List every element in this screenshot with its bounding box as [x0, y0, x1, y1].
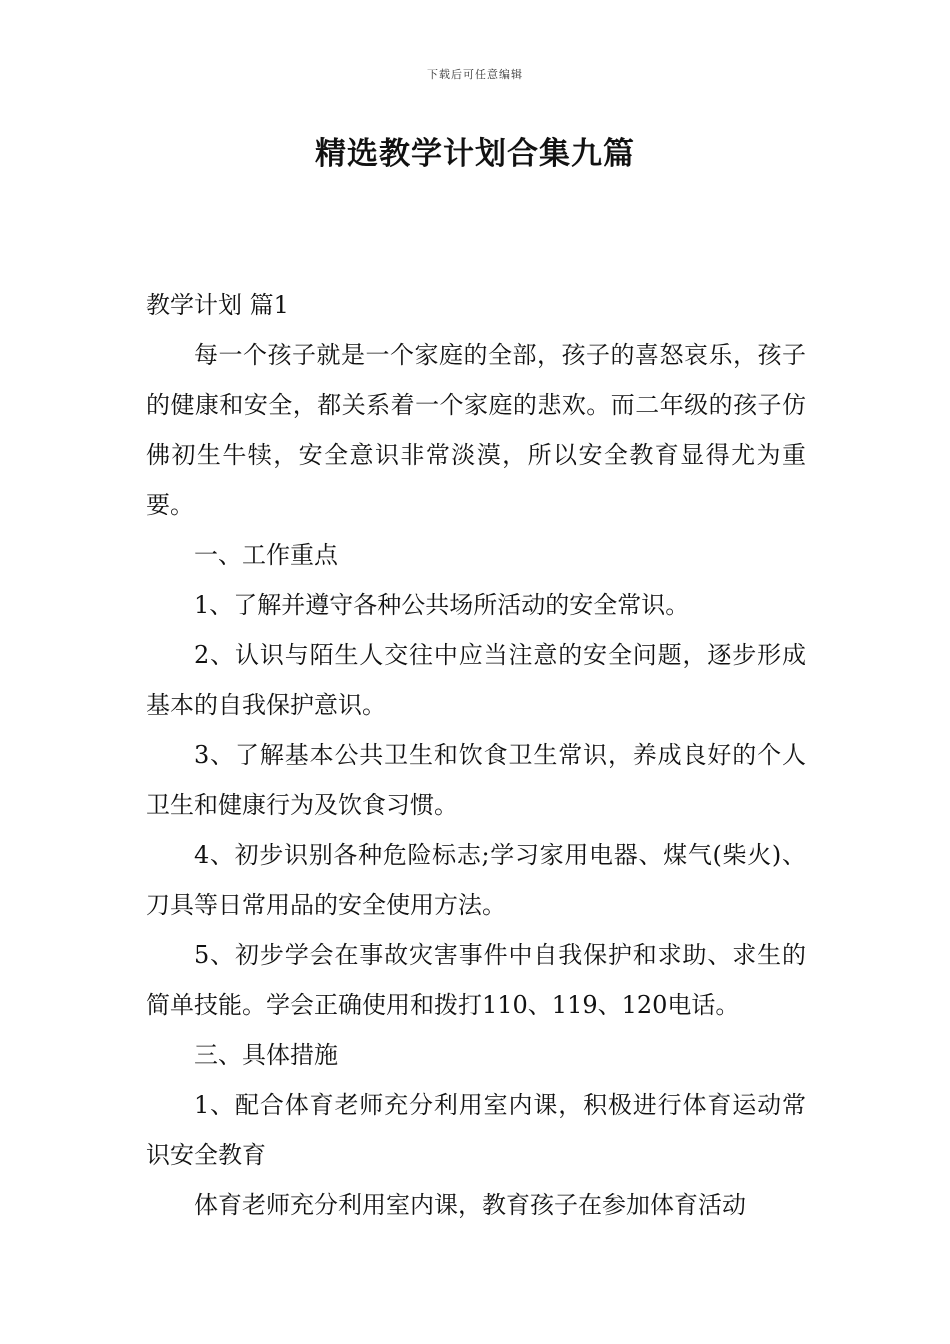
- list-item-5: 5、初步学会在事故灾害事件中自我保护和求助、求生的简单技能。学会正确使用和拨打110、119、120电话。: [146, 941, 806, 1019]
- list-item-1: 1、了解并遵守各种公共场所活动的安全常识。: [194, 591, 690, 619]
- document-body: [146, 280, 806, 1230]
- list-item-4: 4、初步识别各种危险标志;学习家用电器、煤气(柴火)、刀具等日常用品的安全使用方法。: [146, 841, 806, 919]
- measure-item-1: 1、配合体育老师充分利用室内课，积极进行体育运动常识安全教育: [146, 1091, 806, 1169]
- section-label: 教学计划 篇1: [146, 291, 289, 319]
- list-item-2: 2、认识与陌生人交往中应当注意的安全问题，逐步形成基本的自我保护意识。: [146, 641, 806, 719]
- heading-work-focus: 一、工作重点: [194, 541, 338, 569]
- document-title: 精选教学计划合集九篇: [315, 136, 635, 172]
- heading-measures: 三、具体措施: [194, 1041, 338, 1069]
- paragraph-intro: 每一个孩子就是一个家庭的全部，孩子的喜怒哀乐，孩子的健康和安全，都关系着一个家庭的悲欢。而二年级的孩子仿佛初生牛犊，安全意识非常淡漠，所以安全教育显得尤为重要。: [146, 341, 806, 519]
- list-item-3: 3、了解基本公共卫生和饮食卫生常识，养成良好的个人卫生和健康行为及饮食习惯。: [146, 741, 806, 819]
- paragraph-measure-detail: 体育老师充分利用室内课，教育孩子在参加体育活动: [194, 1191, 746, 1219]
- header-note: 下载后可任意编辑: [427, 68, 523, 81]
